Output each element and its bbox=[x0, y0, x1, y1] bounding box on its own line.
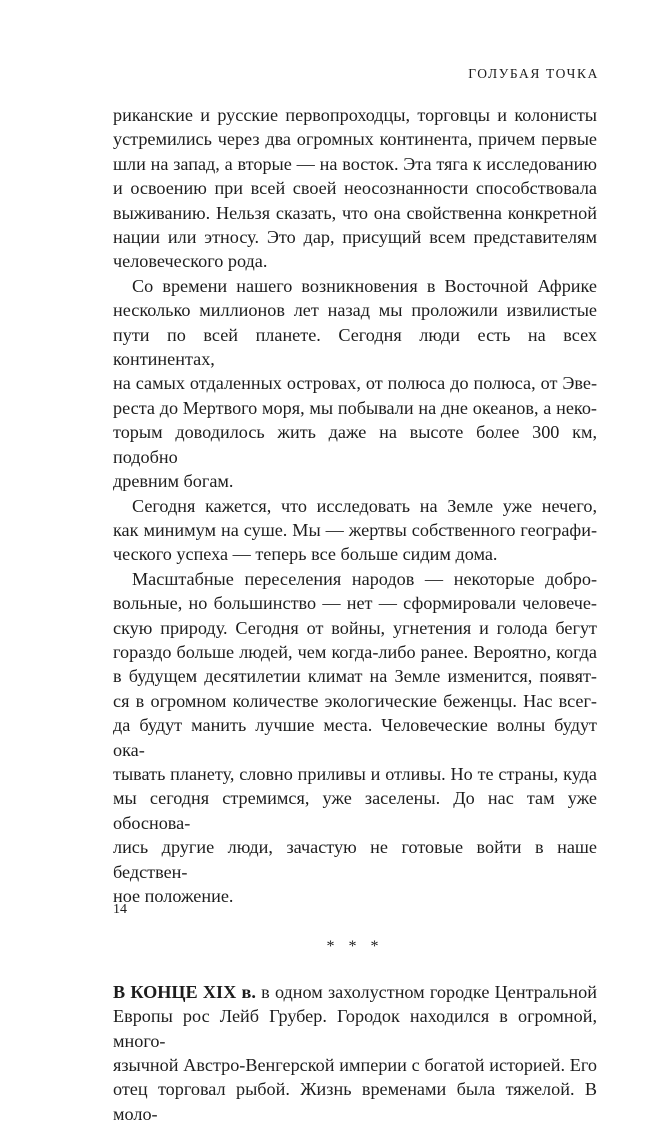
section-lead-in: В КОНЦЕ XIX в. bbox=[113, 981, 256, 1002]
text-line: как минимум на суше. Мы — жертвы собственного географи- bbox=[113, 519, 597, 540]
text-line: мы сегодня стремимся, уже заселены. До нас там уже обоснова- bbox=[113, 788, 597, 833]
paragraph-4 bbox=[113, 567, 597, 909]
page-number: 14 bbox=[113, 902, 127, 917]
text-line: нации или этносу. Это дар, присущий всем представителям bbox=[113, 227, 597, 248]
text-line: вольные, но большинство — нет — сформировали человече- bbox=[113, 593, 597, 614]
paragraph-1 bbox=[113, 103, 597, 274]
text-line: древним богам. bbox=[113, 471, 234, 492]
text-line: риканские и русские первопроходцы, торговцы и колонисты bbox=[113, 105, 597, 125]
text-line: гораздо больше людей, чем когда-либо ранее. Вероятно, когда bbox=[113, 641, 597, 662]
text-fragment: в одном захолустном городке Центральной bbox=[255, 981, 597, 1002]
text-line: устремились через два огромных континента, причем первые bbox=[113, 129, 597, 150]
text-line: ное положение. bbox=[113, 886, 234, 906]
text-line: в будущем десятилетии климат на Земле изменится, появят- bbox=[113, 666, 597, 687]
text-line bbox=[113, 980, 597, 1004]
text-line: Со времени нашего возникновения в Восточной Африке bbox=[132, 275, 597, 296]
text-line: и освоению при всей своей неосознанности способствовала bbox=[113, 178, 597, 199]
text-line: человеческого рода. bbox=[113, 251, 268, 272]
text-line: Масштабные переселения народов — некоторые добро- bbox=[132, 568, 597, 589]
text-line: на самых отдаленных островах, от полюса до полюса, от Эве- bbox=[113, 373, 597, 394]
paragraph-2 bbox=[113, 274, 597, 494]
section-separator: * * * bbox=[326, 938, 384, 956]
text-line: Европы рос Лейб Грубер. Городок находился в огромной, много- bbox=[113, 1006, 597, 1051]
text-line: тывать планету, словно приливы и отливы. Но те страны, куда bbox=[113, 763, 597, 784]
text-line: лись другие люди, зачастую не готовые войти в наше бедствен- bbox=[113, 837, 597, 882]
text-line: да будут манить лучшие места. Человеческие волны будут ока- bbox=[113, 715, 597, 760]
text-line: ся в огромном количестве экологические беженцы. Нас всег- bbox=[113, 690, 597, 711]
page-text bbox=[113, 103, 597, 1126]
text-line: язычной Австро-Венгерской империи с богатой историей. Его bbox=[113, 1055, 597, 1076]
text-line: Сегодня кажется, что исследовать на Земле уже нечего, bbox=[132, 495, 597, 516]
running-head: ГОЛУБАЯ ТОЧКА bbox=[468, 66, 599, 81]
text-line: реста до Мертвого моря, мы побывали на дне океанов, а неко- bbox=[113, 397, 597, 418]
text-line: выживанию. Нельзя сказать, что она свойственна конкретной bbox=[113, 202, 597, 223]
text-line: шли на запад, а вторые — на восток. Эта тяга к исследованию bbox=[113, 153, 597, 174]
text-line: отец торговал рыбой. Жизнь временами была тяжелой. В моло- bbox=[113, 1079, 597, 1124]
text-line: скую природу. Сегодня от войны, угнетения и голода бегут bbox=[113, 617, 597, 638]
text-line: пути по всей планете. Сегодня люди есть на всех континентах, bbox=[113, 324, 597, 370]
text-line: несколько миллионов лет назад мы проложили извилистые bbox=[113, 300, 597, 321]
paragraph-3 bbox=[113, 494, 597, 567]
paragraph-5 bbox=[113, 980, 597, 1126]
text-line: торым доводилось жить даже на высоте более 300 км, подобно bbox=[113, 422, 597, 467]
text-line: ческого успеха — теперь все больше сидим дома. bbox=[113, 544, 498, 565]
